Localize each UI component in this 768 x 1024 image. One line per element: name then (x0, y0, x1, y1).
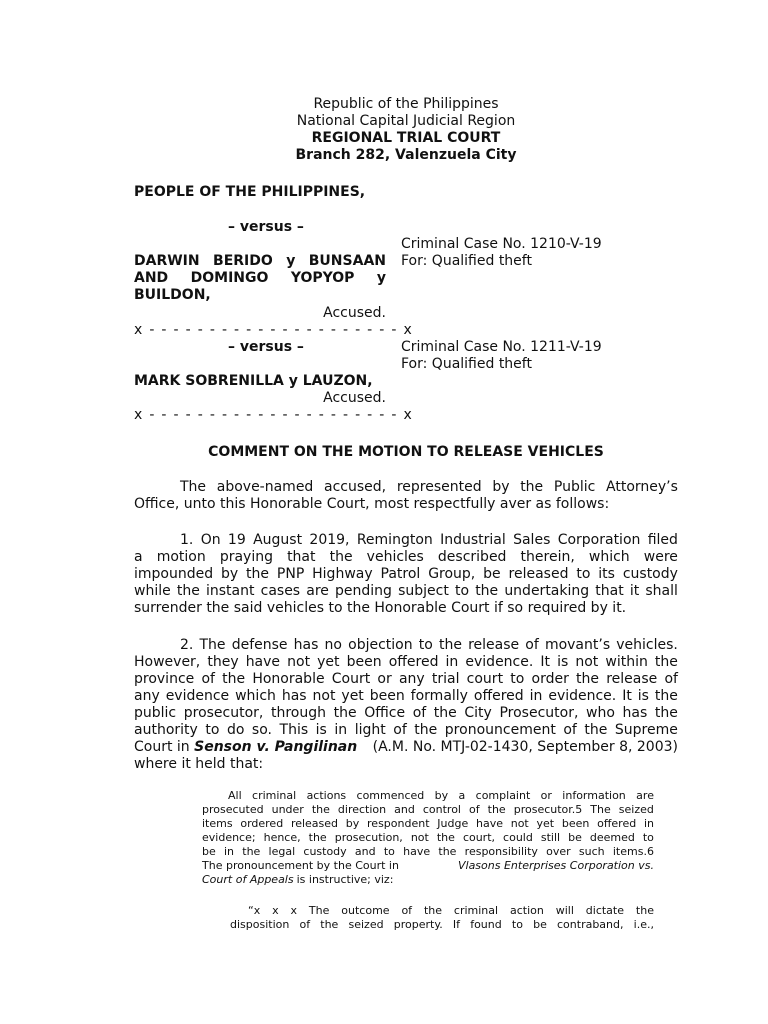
block-quote (202, 789, 654, 887)
text-line: 1. On 19 August 2019, Remington Industrial Sales Corporation filed (180, 532, 678, 548)
accused-name-2: MARK SOBRENILLA y LAUZON, (134, 373, 373, 389)
document-title: COMMENT ON THE MOTION TO RELEASE VEHICLES (208, 444, 604, 460)
text-line: public prosecutor, through the Office of the City Prosecutor, who has the (134, 705, 678, 721)
versus-label-1: – versus – (228, 219, 304, 235)
text-line: any evidence which has not yet been formally offered in evidence. It is the (134, 688, 678, 704)
versus-label-2: – versus – (228, 339, 304, 355)
text-line: province of the Honorable Court or any trial court to order the release of (134, 671, 678, 687)
accused-names-line-2: AND DOMINGO YOPYOP y (134, 270, 386, 286)
accused-label-2: Accused. (323, 390, 386, 406)
text-line: Court in Senson v. Pangilinan (A.M. No. MTJ-02-1430, September 8, 2003) (134, 739, 678, 755)
text-line: However, they have not yet been offered in evidence. It is not within the (134, 654, 678, 670)
quote-line: “x x x The outcome of the criminal action will dictate the (248, 904, 654, 917)
text-line: where it held that: (134, 756, 264, 772)
quote-line: be in the legal custody and to have the responsibility over such items.6 (202, 845, 654, 858)
header-court: REGIONAL TRIAL COURT (311, 130, 501, 146)
case-number-2: Criminal Case No. 1211-V-19 (401, 339, 602, 355)
quote-line: The pronouncement by the Court in Vlasons Enterprises Corporation vs. (202, 859, 654, 872)
nested-quote (230, 904, 654, 932)
quote-line: evidence; hence, the prosecution, not the court, could still be deemed to (202, 831, 654, 844)
accused-names-line-1: DARWIN BERIDO y BUNSAAN (134, 253, 386, 269)
intro-paragraph (134, 479, 678, 513)
text-line: The above-named accused, represented by the Public Attorney’s (180, 479, 678, 495)
case-name-senson: Senson v. Pangilinan (194, 739, 358, 755)
header-republic: Republic of the Philippines (313, 96, 499, 112)
case-name-court-of-appeals: Court of Appeals (202, 873, 294, 886)
plaintiff-name: PEOPLE OF THE PHILIPPINES, (134, 184, 366, 200)
case-name-vlasons: Vlasons Enterprises Corporation vs. (457, 859, 654, 872)
text-line: while the instant cases are pending subject to the undertaking that it shall (134, 583, 678, 599)
quote-line: disposition of the seized property. If found to be contraband, i.e., (230, 918, 654, 931)
text-line: impounded by the PNP Highway Patrol Group, be released to its custody (134, 566, 678, 582)
quote-line: All criminal actions commenced by a complaint or information are (228, 789, 654, 802)
text-line: a motion praying that the vehicles described therein, which were (134, 549, 678, 565)
header-region: National Capital Judicial Region (296, 113, 516, 129)
accused-label-1: Accused. (323, 305, 386, 321)
case-number-1: Criminal Case No. 1210-V-19 (401, 236, 602, 252)
text-line: Office, unto this Honorable Court, most respectfully aver as follows: (134, 496, 610, 512)
text-line: 2. The defense has no objection to the release of movant’s vehicles. (180, 637, 678, 653)
separator-2: x - - - - - - - - - - - - - - - - - - - - - x (134, 407, 414, 423)
accused-names-line-3: BUILDON, (134, 287, 211, 303)
quote-line: Court of Appeals is instructive; viz: (202, 873, 394, 886)
header-branch: Branch 282, Valenzuela City (295, 147, 517, 163)
text-line: authority to do so. This is in light of the pronouncement of the Supreme (134, 722, 678, 738)
quote-line: items ordered released by respondent Judge have not yet been offered in (202, 817, 654, 830)
case-offense-2: For: Qualified theft (401, 356, 532, 372)
paragraph-2 (134, 637, 678, 773)
case-offense-1: For: Qualified theft (401, 253, 532, 269)
text-line: surrender the said vehicles to the Honorable Court if so required by it. (134, 600, 627, 616)
court-header (134, 96, 678, 164)
quote-line: prosecuted under the direction and control of the prosecutor.5 The seized (202, 803, 654, 816)
paragraph-1 (134, 532, 678, 617)
separator-1: x - - - - - - - - - - - - - - - - - - - - - x (134, 322, 414, 338)
